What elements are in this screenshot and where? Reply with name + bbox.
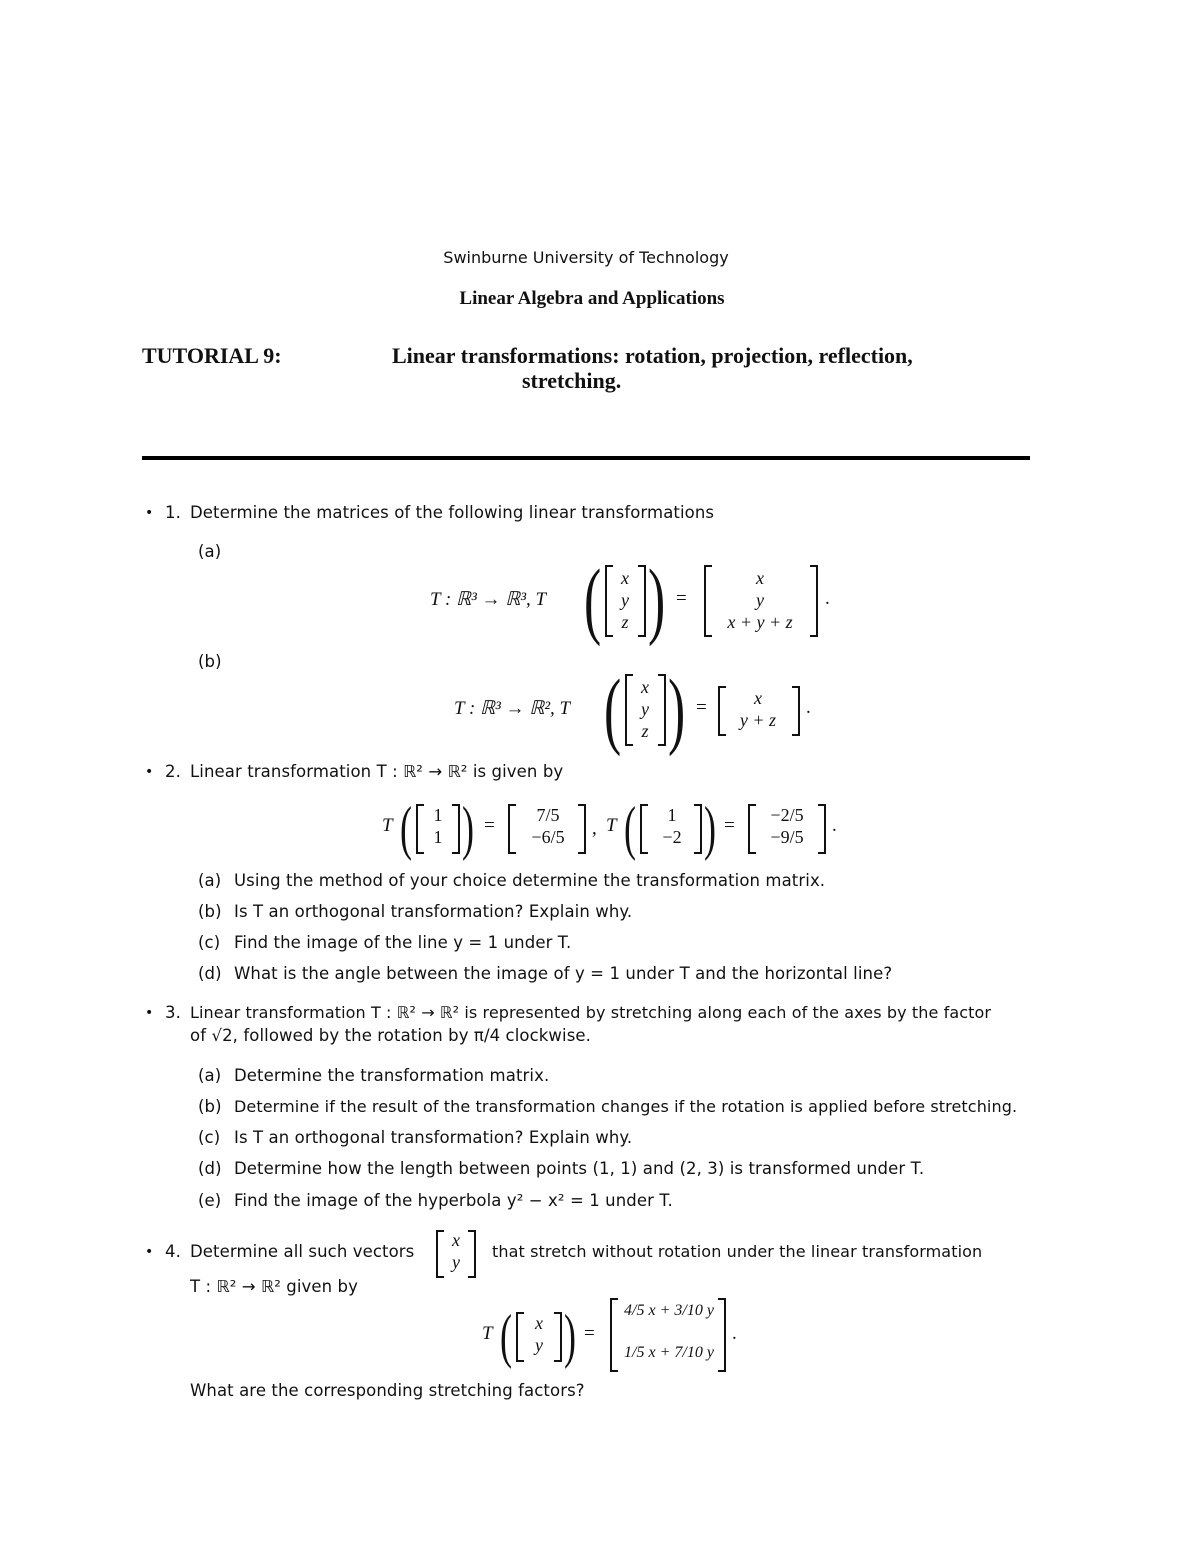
question-text-line1: Linear transformation T : ℝ² → ℝ² is represented by stretching along each of the axes by the factor xyxy=(190,1003,992,1022)
right-bracket xyxy=(468,1230,476,1278)
course-title: Linear Algebra and Applications xyxy=(459,288,725,309)
right-bracket xyxy=(554,1312,562,1362)
part-text: Using the method of your choice determine the transformation matrix. xyxy=(234,871,826,890)
matrix-cell: −6/5 xyxy=(531,827,565,847)
closing-question: What are the corresponding stretching factors? xyxy=(190,1381,585,1400)
left-paren: ( xyxy=(500,1303,512,1369)
equation-lhs-text: T : ℝ³ → ℝ², T xyxy=(454,698,571,719)
matrix-cell: x + y + z xyxy=(727,612,793,632)
bullet: • xyxy=(145,1244,154,1260)
equation-lhs xyxy=(430,588,546,611)
right-paren: ) xyxy=(704,795,716,861)
part-text: Is T an orthogonal transformation? Explain why. xyxy=(234,1128,633,1147)
matrix-cell: x xyxy=(756,568,764,588)
equation-lhs-text: T : ℝ³ → ℝ³, T xyxy=(430,589,547,610)
part-text: Is T an orthogonal transformation? Explain why. xyxy=(234,902,633,921)
T-symbol: T xyxy=(482,1323,493,1344)
right-bracket xyxy=(452,804,460,854)
right-bracket xyxy=(818,804,826,854)
left-bracket xyxy=(416,804,424,854)
part-text: Determine how the length between points (1, 1) and (2, 3) is transformed under T. xyxy=(234,1159,925,1178)
matrix-cell: 4/5 x + 3/10 y xyxy=(624,1302,714,1319)
matrix-cell: x xyxy=(535,1313,543,1333)
left-bracket xyxy=(610,1298,618,1372)
right-bracket xyxy=(578,804,586,854)
question-text-pre: Determine all such vectors xyxy=(190,1242,415,1261)
left-paren: ( xyxy=(400,795,412,861)
matrix-cell: y xyxy=(756,590,764,610)
equals-sign: = xyxy=(696,697,707,718)
matrix-cell: −2 xyxy=(662,827,682,847)
period: . xyxy=(732,1323,737,1344)
part-text: Determine the transformation matrix. xyxy=(234,1066,550,1085)
part-label: (d) xyxy=(198,1159,222,1178)
right-bracket xyxy=(638,565,646,637)
right-bracket xyxy=(792,686,800,736)
right-bracket xyxy=(658,674,666,746)
question-text-post: that stretch without rotation under the linear transformation xyxy=(492,1242,983,1261)
part-label: (c) xyxy=(198,933,221,952)
tutorial-title-line1: Linear transformations: rotation, projection, reflection, xyxy=(392,343,913,368)
bullet: • xyxy=(145,764,154,780)
matrix-cell: −2/5 xyxy=(770,805,804,825)
question-text: Linear transformation T : ℝ² → ℝ² is given by xyxy=(190,762,564,781)
question-text-line2: of √2, followed by the rotation by π/4 clockwise. xyxy=(190,1026,592,1045)
left-bracket xyxy=(748,804,756,854)
equals-sign: = xyxy=(584,1323,595,1344)
question-text: Determine the matrices of the following linear transformations xyxy=(190,503,715,522)
left-paren: ( xyxy=(584,551,602,647)
tutorial-title-line2: stretching. xyxy=(522,368,622,393)
part-label: (c) xyxy=(198,1128,221,1147)
left-bracket xyxy=(508,804,516,854)
left-bracket xyxy=(640,804,648,854)
period: . xyxy=(806,697,811,718)
part-label-a: (a) xyxy=(198,542,222,561)
equation-lhs xyxy=(454,697,570,720)
equals-sign: = xyxy=(724,815,735,836)
bullet: • xyxy=(145,505,154,521)
left-paren: ( xyxy=(624,795,636,861)
part-text: Find the image of the line y = 1 under T. xyxy=(234,933,572,952)
left-bracket xyxy=(516,1312,524,1362)
period: . xyxy=(825,588,830,609)
T-symbol: T xyxy=(382,815,393,836)
matrix-cell: y + z xyxy=(739,710,777,730)
university-name: Swinburne University of Technology xyxy=(443,248,729,267)
right-bracket xyxy=(718,1298,726,1372)
T-symbol: T xyxy=(606,815,617,836)
matrix-cell: y xyxy=(641,699,649,719)
right-bracket xyxy=(810,565,818,637)
part-text: Find the image of the hyperbola y² − x² = 1 under T. xyxy=(234,1191,673,1210)
question-text-line2: T : ℝ² → ℝ² given by xyxy=(190,1277,358,1296)
left-bracket xyxy=(436,1230,444,1278)
matrix-cell: x xyxy=(452,1230,460,1250)
period: . xyxy=(832,815,837,836)
equals-sign: = xyxy=(676,588,687,609)
matrix-cell: 1 xyxy=(667,805,677,825)
part-label: (d) xyxy=(198,964,222,983)
matrix-cell: x xyxy=(641,677,649,697)
part-label: (e) xyxy=(198,1191,222,1210)
right-paren: ) xyxy=(648,551,666,647)
matrix-cell: y xyxy=(452,1252,460,1272)
part-label: (a) xyxy=(198,1066,222,1085)
header-rule xyxy=(142,456,1030,460)
part-label: (b) xyxy=(198,1097,222,1116)
matrix-cell: z xyxy=(641,721,649,741)
matrix-cell: y xyxy=(621,590,629,610)
matrix-cell: −9/5 xyxy=(770,827,804,847)
part-text: Determine if the result of the transformation changes if the rotation is applied before stretching. xyxy=(234,1097,1018,1116)
left-paren: ( xyxy=(604,661,622,757)
part-text: What is the angle between the image of y = 1 under T and the horizontal line? xyxy=(234,964,893,983)
matrix-cell: 1 xyxy=(433,805,443,825)
matrix-cell: y xyxy=(535,1335,543,1355)
right-paren: ) xyxy=(668,661,686,757)
equals-sign: = xyxy=(484,815,495,836)
bullet: • xyxy=(145,1005,154,1021)
comma: , xyxy=(592,818,597,839)
question-number: 2. xyxy=(165,762,181,781)
right-paren: ) xyxy=(564,1303,576,1369)
question-number: 3. xyxy=(165,1003,181,1022)
matrix-cell: x xyxy=(621,568,629,588)
left-bracket xyxy=(718,686,726,736)
left-bracket xyxy=(704,565,712,637)
matrix-cell: x xyxy=(754,688,762,708)
tutorial-label: TUTORIAL 9: xyxy=(142,343,282,368)
matrix-cell: 1/5 x + 7/10 y xyxy=(624,1344,714,1361)
part-label-b: (b) xyxy=(198,652,222,671)
right-paren: ) xyxy=(462,795,474,861)
question-number: 4. xyxy=(165,1242,181,1261)
matrix-cell: 7/5 xyxy=(536,805,560,825)
question-number: 1. xyxy=(165,503,181,522)
matrix-cell: 1 xyxy=(433,827,443,847)
right-bracket xyxy=(694,804,702,854)
part-label: (a) xyxy=(198,871,222,890)
matrix-cell: z xyxy=(621,612,629,632)
part-label: (b) xyxy=(198,902,222,921)
